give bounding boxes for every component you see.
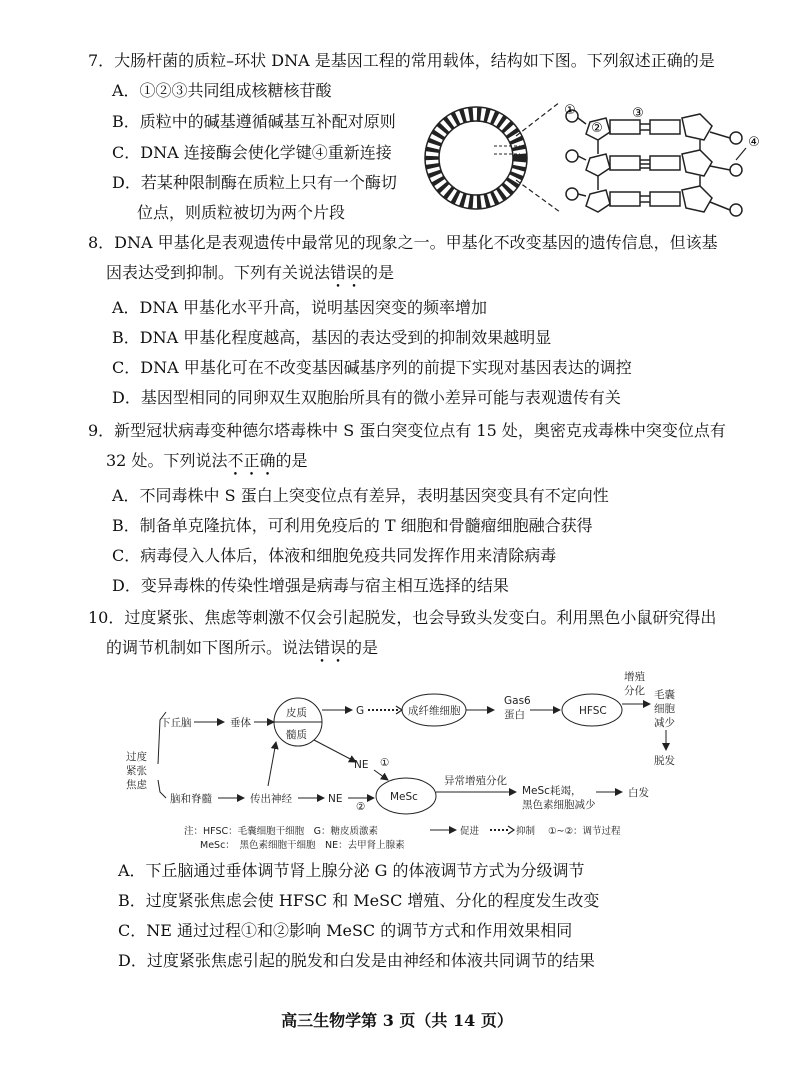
- q10-option-a: A．下丘脑通过垂体调节肾上腺分泌 G 的体液调节方式为分级调节: [118, 861, 585, 880]
- q7-option-c: C．DNA 连接酶会使化学键④重新连接: [112, 143, 392, 162]
- process-2: ②: [356, 801, 366, 813]
- regulation-diagram: [118, 668, 718, 854]
- q9-option-a: A．不同毒株中 S 蛋白上突变位点有差异，表明基因突变具有不定向性: [112, 486, 609, 505]
- dna-strand-right: [682, 114, 742, 216]
- g-hormone: G: [356, 705, 365, 717]
- q10-stem-cont: 的调节机制如下图所示。说法错误的是: [106, 638, 379, 657]
- white-hair: 白发: [628, 787, 649, 799]
- q7-option-d: D．若某种限制酶在质粒上只有一个酶切: [112, 173, 397, 192]
- q7-stem: 7．大肠杆菌的质粒–环状 DNA 是基因工程的常用载体，结构如下图。下列叙述正确的是: [88, 51, 715, 70]
- adrenal-cortex: 皮质: [286, 707, 307, 719]
- q10-option-b: B．过度紧张焦虑会使 HFSC 和 MeSC 增殖、分化的程度发生改变: [118, 891, 600, 910]
- plasmid-ring: [425, 107, 527, 209]
- q9-option-b: B．制备单克隆抗体，可利用免疫后的 T 细胞和骨髓瘤细胞融合获得: [112, 516, 593, 535]
- q8-stem-cont: 因表达受到抑制。下列有关说法错误的是: [106, 263, 395, 282]
- stress-label-1: 过度: [126, 751, 147, 763]
- page-footer: 高三生物学第 3 页（共 14 页）: [281, 1011, 513, 1030]
- prolif-label-2: 分化: [624, 685, 645, 697]
- q8-option-a: A．DNA 甲基化水平升高，说明基因突变的频率增加: [112, 298, 488, 317]
- mesc-depletion-1: MeSc耗竭，: [522, 785, 582, 797]
- mesc: MeSc: [390, 791, 418, 803]
- note-line-1: 注：HFSC：毛囊细胞干细胞 G：糖皮质激素: [184, 826, 378, 837]
- label-3: ③: [632, 106, 644, 121]
- gas6-label: Gas6: [504, 695, 531, 707]
- mesc-depletion-2: 黑色素细胞减少: [522, 799, 596, 811]
- hair-cells-1: 毛囊: [654, 689, 675, 701]
- hypothalamus: 下丘脑: [160, 717, 192, 729]
- label-2: ②: [591, 121, 603, 136]
- base-pairs: [610, 120, 680, 206]
- q9-option-d: D．变异毒株的传染性增强是病毒与宿主相互选择的结果: [112, 576, 509, 595]
- hair-cells-3: 减少: [654, 717, 675, 729]
- q8-option-b: B．DNA 甲基化程度越高，基因的表达受到的抑制效果越明显: [112, 328, 552, 347]
- hfsc: HFSC: [579, 705, 607, 717]
- note-inhibit: 抑制: [516, 826, 536, 837]
- pituitary: 垂体: [230, 717, 251, 729]
- hair-loss: 脱发: [654, 755, 675, 767]
- note-line-2: MeSc： 黑色素细胞干细胞 NE：去甲肾上腺素: [200, 840, 405, 851]
- ne-lower: NE: [328, 793, 343, 805]
- stress-label-2: 紧张: [126, 765, 147, 777]
- q10-option-d: D．过度紧张焦虑引起的脱发和白发是由神经和体液共同调节的结果: [118, 951, 595, 970]
- q9-stem-cont: 32 处。下列说法不正确的是: [106, 451, 308, 470]
- q10-option-c: C．NE 通过过程①和②影响 MeSC 的调节方式和作用效果相同: [118, 921, 573, 940]
- q7-option-b: B．质粒中的碱基遵循碱基互补配对原则: [112, 112, 396, 131]
- prolif-label-1: 增殖: [624, 671, 645, 683]
- q8-option-d: D．基因型相同的同卵双生双胞胎所具有的微小差异可能与表观遗传有关: [112, 388, 621, 407]
- adrenal-medulla: 髓质: [286, 729, 307, 741]
- fibroblast: 成纤维细胞: [408, 705, 461, 717]
- ne-upper: NE: [354, 759, 369, 771]
- gas6-protein: 蛋白: [504, 709, 525, 721]
- efferent-nerve: 传出神经: [250, 793, 292, 805]
- note-process: ①~②：调节过程: [548, 826, 621, 837]
- plasmid-dna-figure: [420, 98, 780, 218]
- abnormal-prolif: 异常增殖分化: [444, 775, 507, 787]
- label-1: ①: [564, 103, 576, 118]
- label-4: ④: [748, 135, 760, 150]
- q8-option-c: C．DNA 甲基化可在不改变基因碱基序列的前提下实现对基因表达的调控: [112, 358, 632, 377]
- q9-stem: 9．新型冠状病毒变种德尔塔毒株中 S 蛋白突变位点有 15 处，奥密克戎毒株中突变位点有: [88, 421, 726, 440]
- q8-stem: 8．DNA 甲基化是表观遗传中最常见的现象之一。甲基化不改变基因的遗传信息，但该基: [88, 233, 718, 252]
- q7-option-a: A．①②③共同组成核糖核苷酸: [112, 81, 332, 100]
- q9-option-c: C．病毒侵入人体后，体液和细胞免疫共同发挥作用来清除病毒: [112, 546, 557, 565]
- brain-spinal-cord: 脑和脊髓: [170, 793, 212, 805]
- dna-strand-left: [566, 110, 610, 212]
- note-promote: 促进: [460, 826, 480, 837]
- stress-label-3: 焦虑: [126, 779, 147, 791]
- process-1: ①: [380, 757, 390, 769]
- q7-option-d-cont: 位点，则质粒被切为两个片段: [137, 203, 346, 222]
- q10-stem: 10．过度紧张、焦虑等刺激不仅会引起脱发，也会导致头发变白。利用黑色小鼠研究得出: [88, 608, 717, 627]
- hair-cells-2: 细胞: [654, 703, 675, 715]
